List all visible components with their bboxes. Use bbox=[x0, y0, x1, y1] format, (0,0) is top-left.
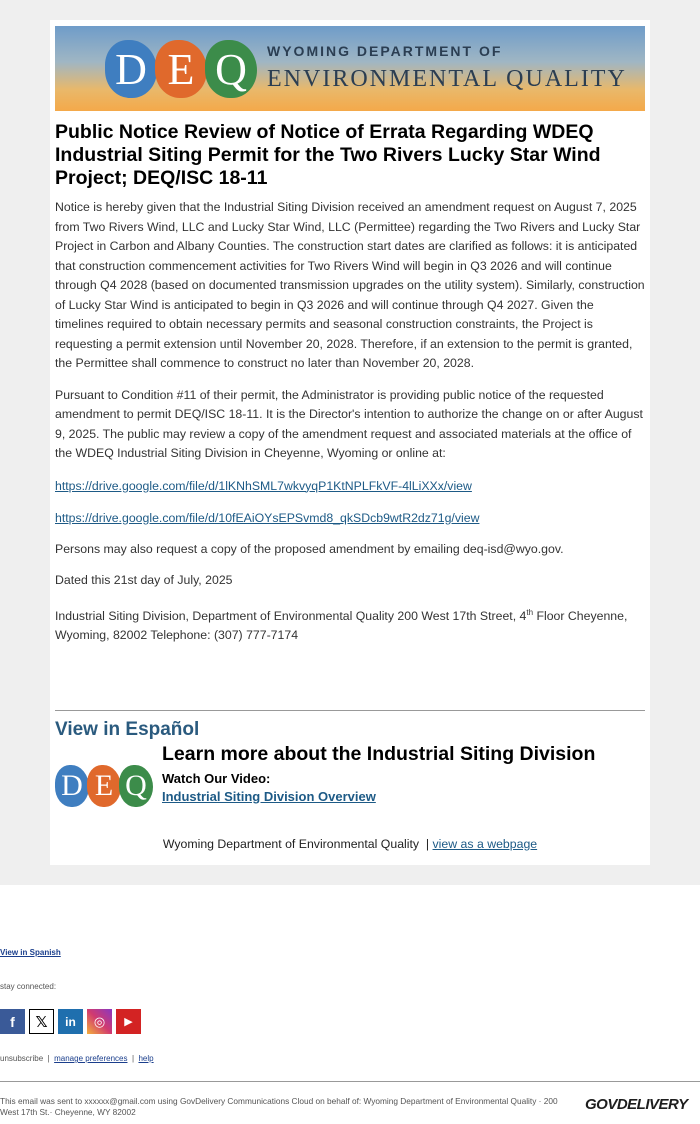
deq-logo-d: D bbox=[105, 40, 157, 98]
link-paragraph-2 bbox=[55, 508, 645, 528]
video-overview-link[interactable]: Industrial Siting Division Overview bbox=[162, 788, 376, 804]
deq-small-d: D bbox=[55, 765, 89, 807]
notice-title: Public Notice Review of Notice of Errata Regarding WDEQ Industrial Siting Permit for the Two Rivers Lucky Star Wind Project; DEQ/ISC 18-11 bbox=[55, 121, 601, 189]
email-card bbox=[50, 20, 650, 865]
view-in-espanol-link[interactable]: View in Español bbox=[55, 718, 200, 740]
link-paragraph-1 bbox=[55, 476, 645, 496]
footer-separator: | bbox=[425, 836, 430, 851]
banner-line-2: ENVIRONMENTAL QUALITY bbox=[267, 66, 627, 92]
linkedin-icon[interactable]: in bbox=[58, 1009, 83, 1034]
sent-notice: This email was sent to xxxxxx@gmail.com using GovDelivery Communications Cloud on behalf of: Wyoming Department of Environmental Quality · 200 West 17th St.· Cheyenne, WY 82002 bbox=[0, 1096, 558, 1117]
deq-banner bbox=[55, 26, 645, 111]
stay-connected-label: stay connected: bbox=[0, 982, 57, 991]
deq-small-q: Q bbox=[119, 765, 153, 807]
social-icons bbox=[0, 1009, 141, 1034]
address-part-2: Floor Cheyenne, Wyoming, 82002 Telephone: (307) 777-7174 bbox=[55, 608, 628, 643]
deq-logo-q: Q bbox=[205, 40, 257, 98]
view-webpage-link[interactable]: view as a webpage bbox=[432, 836, 538, 851]
learn-more-title: Learn more about the Industrial Siting Division bbox=[162, 742, 596, 765]
unsubscribe-link[interactable]: unsubscribe bbox=[0, 1054, 44, 1063]
watch-video-label: Watch Our Video: bbox=[162, 770, 271, 786]
document-link-1[interactable]: https://drive.google.com/file/d/1lKNhSML7wkvyqP1KtNPLFkVF-4lLiXXx/view bbox=[55, 478, 472, 493]
address-part-1: Industrial Siting Division, Department of Environmental Quality 200 West 17th Street, 4 bbox=[55, 608, 527, 623]
preferences-line: unsubscribe | manage preferences | help bbox=[0, 1054, 154, 1063]
dated-line: Dated this 21st day of July, 2025 bbox=[55, 573, 233, 587]
view-in-spanish-link[interactable]: View in Spanish bbox=[0, 948, 61, 957]
banner-line-1: WYOMING DEPARTMENT OF bbox=[267, 43, 503, 59]
document-link-2[interactable]: https://drive.google.com/file/d/10fEAiOYsEPSvmd8_qkSDcb9wtR2dz71g/view bbox=[55, 510, 480, 525]
card-footer bbox=[55, 837, 645, 851]
manage-preferences-link[interactable]: manage preferences bbox=[54, 1054, 128, 1063]
youtube-icon[interactable]: ▶ bbox=[116, 1009, 141, 1034]
divider bbox=[55, 710, 645, 711]
notice-paragraph-3: Persons may also request a copy of the proposed amendment by emailing deq-isd@wyo.gov. bbox=[55, 541, 564, 556]
instagram-icon[interactable]: ◎ bbox=[87, 1009, 112, 1034]
govdelivery-logo: GOVDELIVERY bbox=[585, 1096, 688, 1113]
deq-small-e: E bbox=[87, 765, 121, 807]
x-icon[interactable]: 𝕏 bbox=[29, 1009, 54, 1034]
contact-address bbox=[55, 603, 645, 646]
notice-paragraph-2: Pursuant to Condition #11 of their permit, the Administrator is providing public notice of the requested amendment to permit DEQ/ISC 18-11. It is the Director's intention to authorize the change on or after August 9, 2025. The public may review a copy of the amendment request and associated materials at the office of the WDEQ Industrial Siting Division in Cheyenne, Wyoming or online at: bbox=[55, 387, 643, 460]
address-superscript: th bbox=[526, 607, 534, 617]
help-link[interactable]: help bbox=[138, 1054, 154, 1063]
facebook-icon[interactable]: f bbox=[0, 1009, 25, 1034]
learn-more-section bbox=[55, 742, 645, 827]
notice-paragraph-1: Notice is hereby given that the Industrial Siting Division received an amendment request on August 7, 2025 from Two Rivers Wind, LLC and Lucky Star Wind, LLC (Permittee) regarding the Two Rivers and Lucky Star Project in Carbon and Albany Counties. The construction start dates are clarified as follows: it is anticipated that construction commencement activities for Two Rivers Wind will begin in Q3 2026 and will continue through Q4 2028 (based on documented transmission upgrades on the utility system). Similarly, construction of Lucky Star Wind is anticipated to begin in Q3 2026 and will continue through Q4 2027. Given the timelines required to obtain necessary permits and seasonal construction constraints, the Project is requesting a permit extension until November 20, 2028. Therefore, if an extension to the permit is granted, the Permittee shall commence to construct no later than November 20, 2028. bbox=[55, 200, 645, 370]
org-name: Wyoming Department of Environmental Quality bbox=[162, 836, 420, 851]
deq-logo-small bbox=[55, 765, 155, 810]
deq-logo-e: E bbox=[155, 40, 207, 98]
footer-divider bbox=[0, 1081, 700, 1082]
